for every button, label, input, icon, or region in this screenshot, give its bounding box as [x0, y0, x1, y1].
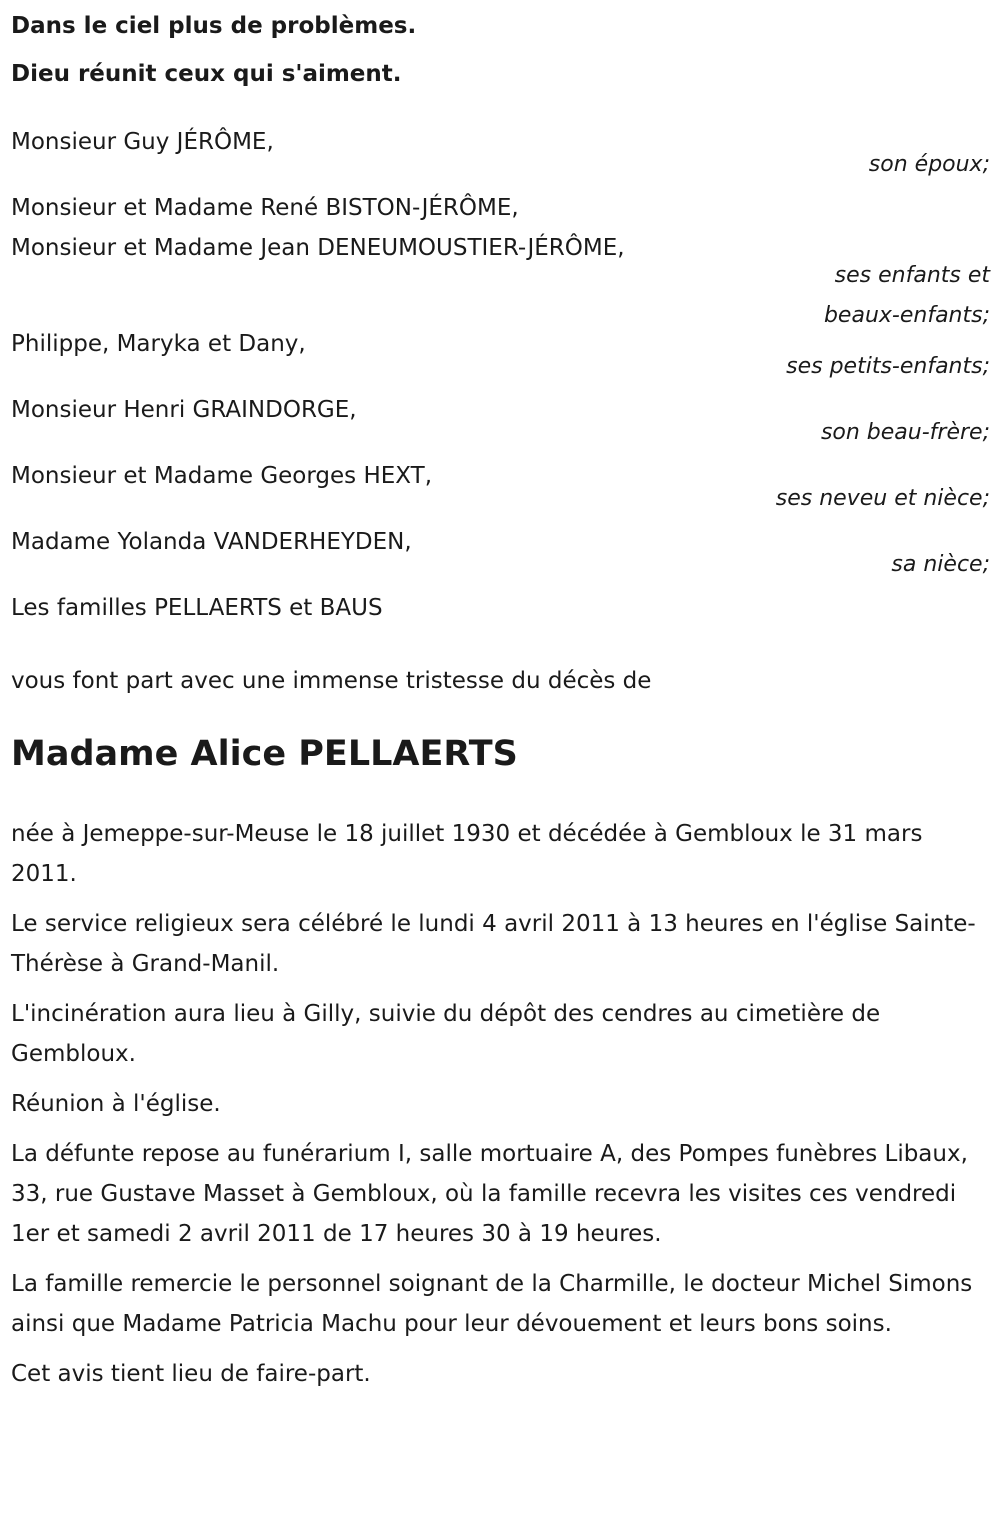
visitation-details: La défunte repose au funérarium I, salle mortuaire A, des Pompes funèbres Libaux, 33, rue Gustave Masset à Gembloux, où la famille recevra les visites ces vendredi 1er et samedi 2 avril 2011 de 17 heures 30 à 19 heures.: [11, 1141, 968, 1247]
service-details: Le service religieux sera célébré le lundi 4 avril 2011 à 13 heures en l'église Sainte-Thérèse à Grand-Manil.: [11, 911, 976, 977]
deceased-name: Madame Alice PELLAERTS: [11, 734, 518, 774]
family-relation: beaux-enfants;: [823, 303, 990, 328]
family-name: Monsieur et Madame Georges HEXT,: [11, 463, 433, 489]
family-relation: ses neveu et nièce;: [775, 486, 990, 511]
family-relation: ses enfants et: [834, 263, 990, 288]
family-list: [11, 122, 990, 628]
epigraph-line-1: Dans le ciel plus de problèmes.: [11, 13, 417, 39]
notice-body: [11, 814, 990, 1394]
family-name: Monsieur Henri GRAINDORGE,: [11, 397, 357, 423]
family-name: Madame Yolanda VANDERHEYDEN,: [11, 529, 412, 555]
birth-death-details: née à Jemeppe-sur-Meuse le 18 juillet 1930 et décédée à Gembloux le 31 mars 2011.: [11, 821, 923, 887]
family-name: Monsieur Guy JÉRÔME,: [11, 129, 274, 155]
epigraph-line-2: Dieu réunit ceux qui s'aiment.: [11, 61, 402, 87]
closing-note: Cet avis tient lieu de faire-part.: [11, 1361, 371, 1387]
family-name: Philippe, Maryka et Dany,: [11, 331, 306, 357]
announcement: vous font part avec une immense tristesse du décès de: [11, 668, 652, 694]
family-name: Monsieur et Madame René BISTON-JÉRÔME,: [11, 195, 519, 221]
gathering-details: Réunion à l'église.: [11, 1091, 221, 1117]
family-relation: son beau-frère;: [820, 420, 990, 445]
cremation-details: L'incinération aura lieu à Gilly, suivie du dépôt des cendres au cimetière de Gembloux.: [11, 1001, 881, 1067]
family-relation: sa nièce;: [891, 552, 990, 577]
family-name: Monsieur et Madame Jean DENEUMOUSTIER-JÉRÔME,: [11, 235, 625, 261]
family-relation: son époux;: [868, 152, 990, 177]
family-name: Les familles PELLAERTS et BAUS: [11, 595, 383, 621]
family-relation: ses petits-enfants;: [786, 354, 990, 379]
thanks-paragraph: La famille remercie le personnel soignant de la Charmille, le docteur Michel Simons ainsi que Madame Patricia Machu pour leur dévouement et leurs bons soins.: [11, 1271, 973, 1337]
